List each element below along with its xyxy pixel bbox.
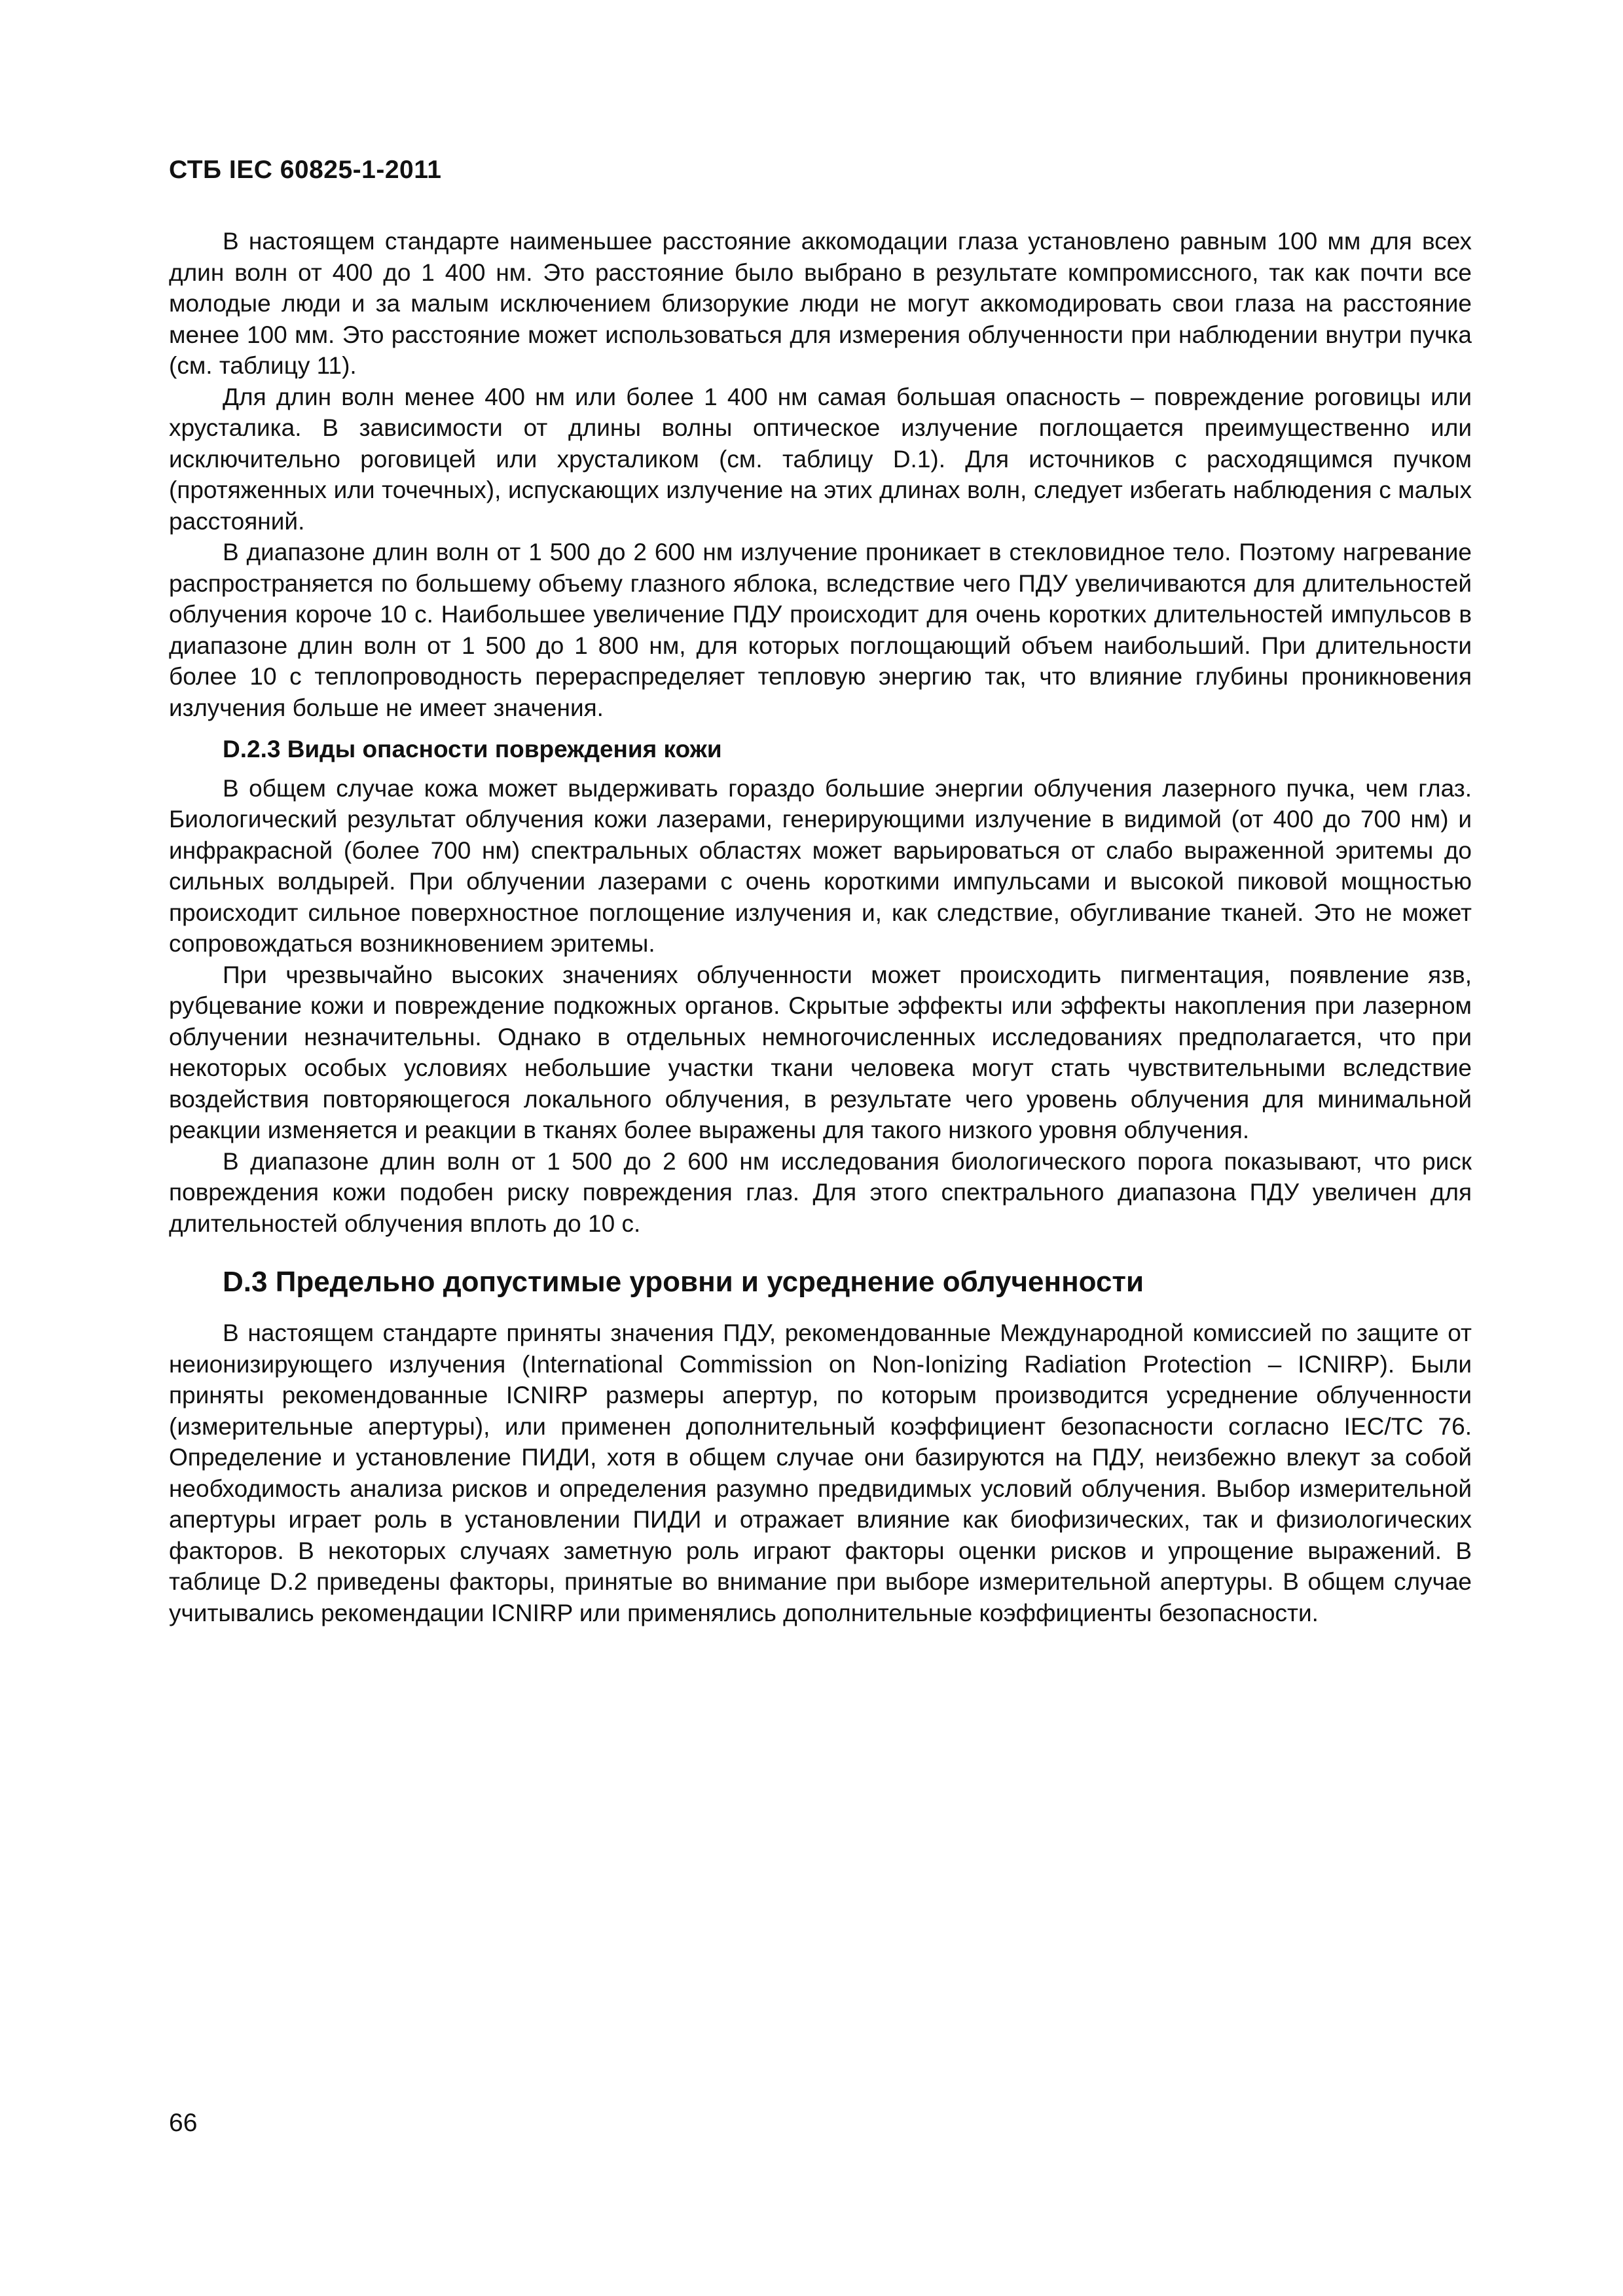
section-heading-d3: D.3 Предельно допустимые уровни и усреднение облученности [223,1266,1144,1298]
paragraph: В диапазоне длин волн от 1 500 до 2 600 нм излучение проникает в стекловидное тело. Поэтому нагревание распространяется по большему объему глазного яблока, вследствие чего ПДУ увеличиваются для длительностей облучения короче 10 с. Наибольшее увеличение ПДУ происходит для очень коротких длительностей импульсов в диапазоне длин волн от 1 500 до 1 800 нм, для которых поглощающий объем наибольший. При длительности более 10 с теплопроводность перераспределяет тепловую энергию так, что влияние глубины проникновения излучения больше не имеет значения. [169,539,1472,721]
paragraph: В настоящем стандарте наименьшее расстояние аккомодации глаза установлено равным 100 мм для всех длин волн от 400 до 1 400 нм. Это расстояние было выбрано в результате компромиссного, так как почти все молодые люди и за малым исключением близорукие люди не могут аккомодировать свои глаза на расстояние менее 100 мм. Это расстояние может использоваться для измерения облученности при наблюдении внутри пучка (см. таблицу 11). [169,228,1472,379]
standard-id-header: СТБ IEC 60825-1-2011 [169,156,442,184]
subsection-heading-d23: D.2.3 Виды опасности повреждения кожи [223,736,722,762]
paragraph: В диапазоне длин волн от 1 500 до 2 600 нм исследования биологического порога показывают, что риск повреждения кожи подобен риску повреждения глаз. Для этого спектрального диапазона ПДУ увеличен для длительностей облучения вплоть до 10 с. [169,1147,1472,1237]
paragraph: Для длин волн менее 400 нм или более 1 400 нм самая большая опасность – повреждение роговицы или хрусталика. В зависимости от длины волны оптическое излучение поглощается преимущественно или исключительно роговицей или хрусталиком (см. таблицу D.1). Для источников с расходящимся пучком (протяженных или точечных), испускающих излучение на этих длинах волн, следует избегать наблюдения с малых расстояний. [169,383,1472,535]
paragraph: При чрезвычайно высоких значениях облученности может происходить пигментация, появление язв, рубцевание кожи и повреждение подкожных органов. Скрытые эффекты или эффекты накопления при лазерном облучении незначительны. Однако в отдельных немногочисленных исследованиях предполагается, что при некоторых особых условиях небольшие участки ткани человека могут стать чувствительными вследствие воздействия повторяющегося локального облучения, в результате чего уровень облучения для минимальной реакции изменяется и реакции в тканях более выражены для такого низкого уровня облучения. [169,961,1472,1143]
paragraph: В общем случае кожа может выдерживать гораздо большие энергии облучения лазерного пучка, чем глаз. Биологический результат облучения кожи лазерами, генерирующими излучение в видимой (от 400 до 700 нм) и инфракрасной (более 700 нм) спектральных областях может варьироваться от слабо выраженной эритемы до сильных волдырей. При облучении лазерами с очень короткими импульсами и высокой пиковой мощностью происходит сильное поверхностное поглощение излучения и, как следствие, обугливание тканей. Это не может сопровождаться возникновением эритемы. [169,774,1472,957]
paragraph: В настоящем стандарте приняты значения ПДУ, рекомендованные Международной комиссией по защите от неионизирующего излучения (International Commission on Non-Ionizing Radiation Protection – ICNIRP). Были приняты рекомендованные ICNIRP размеры апертур, по которым производится усреднение облученности (измерительные апертуры), или применен дополнительный коэффициент безопасности согласно IEC/TC 76. Определение и установление ПИДИ, хотя в общем случае они базируются на ПДУ, неизбежно влекут за собой необходимость анализа рисков и определения разумно предвидимых условий облучения. Выбор измерительной апертуры играет роль в установлении ПИДИ и отражает влияние как биофизических, так и физиологических факторов. В некоторых случаях заметную роль играют факторы оценки рисков и упрощение выражений. В таблице D.2 приведены факторы, принятые во внимание при выборе измерительной апертуры. В общем случае учитывались рекомендации ICNIRP или применялись дополнительные коэффициенты безопасности. [169,1319,1472,1626]
document-body [169,226,1472,1628]
page-number: 66 [169,2109,198,2137]
